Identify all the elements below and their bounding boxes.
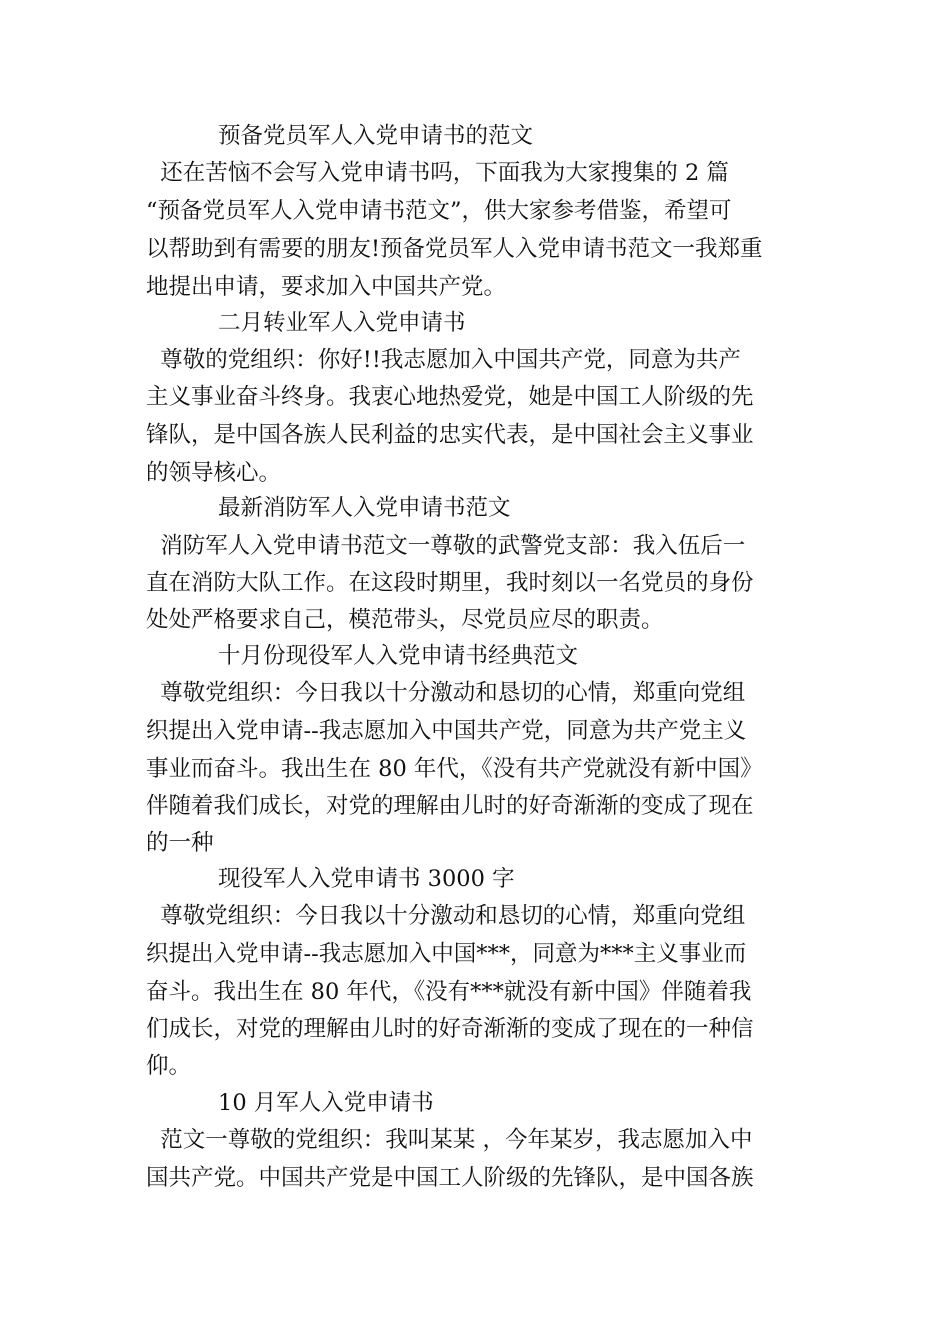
paragraph-line: 织提出入党申请--我志愿加入中国***，同意为***主义事业而 xyxy=(146,941,747,967)
paragraph-line: 织提出入党申请--我志愿加入中国共产党，同意为共产党主义 xyxy=(146,718,747,744)
section-heading: 最新消防军人入党申请书范文 xyxy=(218,495,511,521)
paragraph-line: 处处严格要求自己，模范带头，尽党员应尽的职责。 xyxy=(146,607,664,633)
paragraph-line: 范文一尊敬的党组织：我叫某某 ，今年某岁，我志愿加入中 xyxy=(146,1127,753,1153)
paragraph-line: 们成长，对党的理解由儿时的好奇渐渐的变成了现在的一种信 xyxy=(146,1016,754,1042)
paragraph-line: 尊敬党组织：今日我以十分激动和恳切的心情，郑重向党组 xyxy=(146,903,746,929)
paragraph-line: 锋队，是中国各族人民利益的忠实代表，是中国社会主义事业 xyxy=(146,422,754,448)
intro-line: 以帮助到有需要的朋友!预备党员军人入党申请书范文一我郑重 xyxy=(146,236,763,262)
intro-line: 地提出申请，要求加入中国共产党。 xyxy=(146,274,507,300)
paragraph-line: 伴随着我们成长，对党的理解由儿时的好奇渐渐的变成了现在 xyxy=(146,793,754,819)
paragraph-line: 消防军人入党申请书范文一尊敬的武警党支部：我入伍后一 xyxy=(146,533,746,559)
paragraph-line: 的一种 xyxy=(146,830,214,856)
intro-line: “预备党员军人入党申请书范文”，供大家参考借鉴，希望可 xyxy=(146,198,732,224)
paragraph-line: 仰。 xyxy=(146,1053,192,1079)
paragraph-line: 事业而奋斗。我出生在 80 年代，《没有共产党就没有新中国》 xyxy=(146,756,763,782)
paragraph-line: 奋斗。我出生在 80 年代，《没有***就没有新中国》伴随着我 xyxy=(146,979,752,1005)
section-heading: 10 月军人入党申请书 xyxy=(218,1090,434,1116)
section-heading: 现役军人入党申请书 3000 字 xyxy=(218,866,515,892)
paragraph-line: 尊敬党组织：今日我以十分激动和恳切的心情，郑重向党组 xyxy=(146,680,746,706)
paragraph-line: 尊敬的党组织：你好!!我志愿加入中国共产党，同意为共产 xyxy=(146,347,741,373)
paragraph-line: 直在消防大队工作。在这段时期里，我时刻以一名党员的身份 xyxy=(146,570,754,596)
section-heading: 十月份现役军人入党申请书经典范文 xyxy=(218,643,579,669)
document-title: 预备党员军人入党申请书的范文 xyxy=(218,123,534,149)
paragraph-line: 主义事业奋斗终身。我衷心地热爱党，她是中国工人阶级的先 xyxy=(146,384,754,410)
paragraph-line: 的领导核心。 xyxy=(146,460,282,486)
intro-line: 还在苦恼不会写入党申请书吗，下面我为大家搜集的 2 篇 xyxy=(146,160,729,186)
paragraph-line: 国共产党。中国共产党是中国工人阶级的先锋队，是中国各族 xyxy=(146,1165,754,1191)
section-heading: 二月转业军人入党申请书 xyxy=(218,310,466,336)
